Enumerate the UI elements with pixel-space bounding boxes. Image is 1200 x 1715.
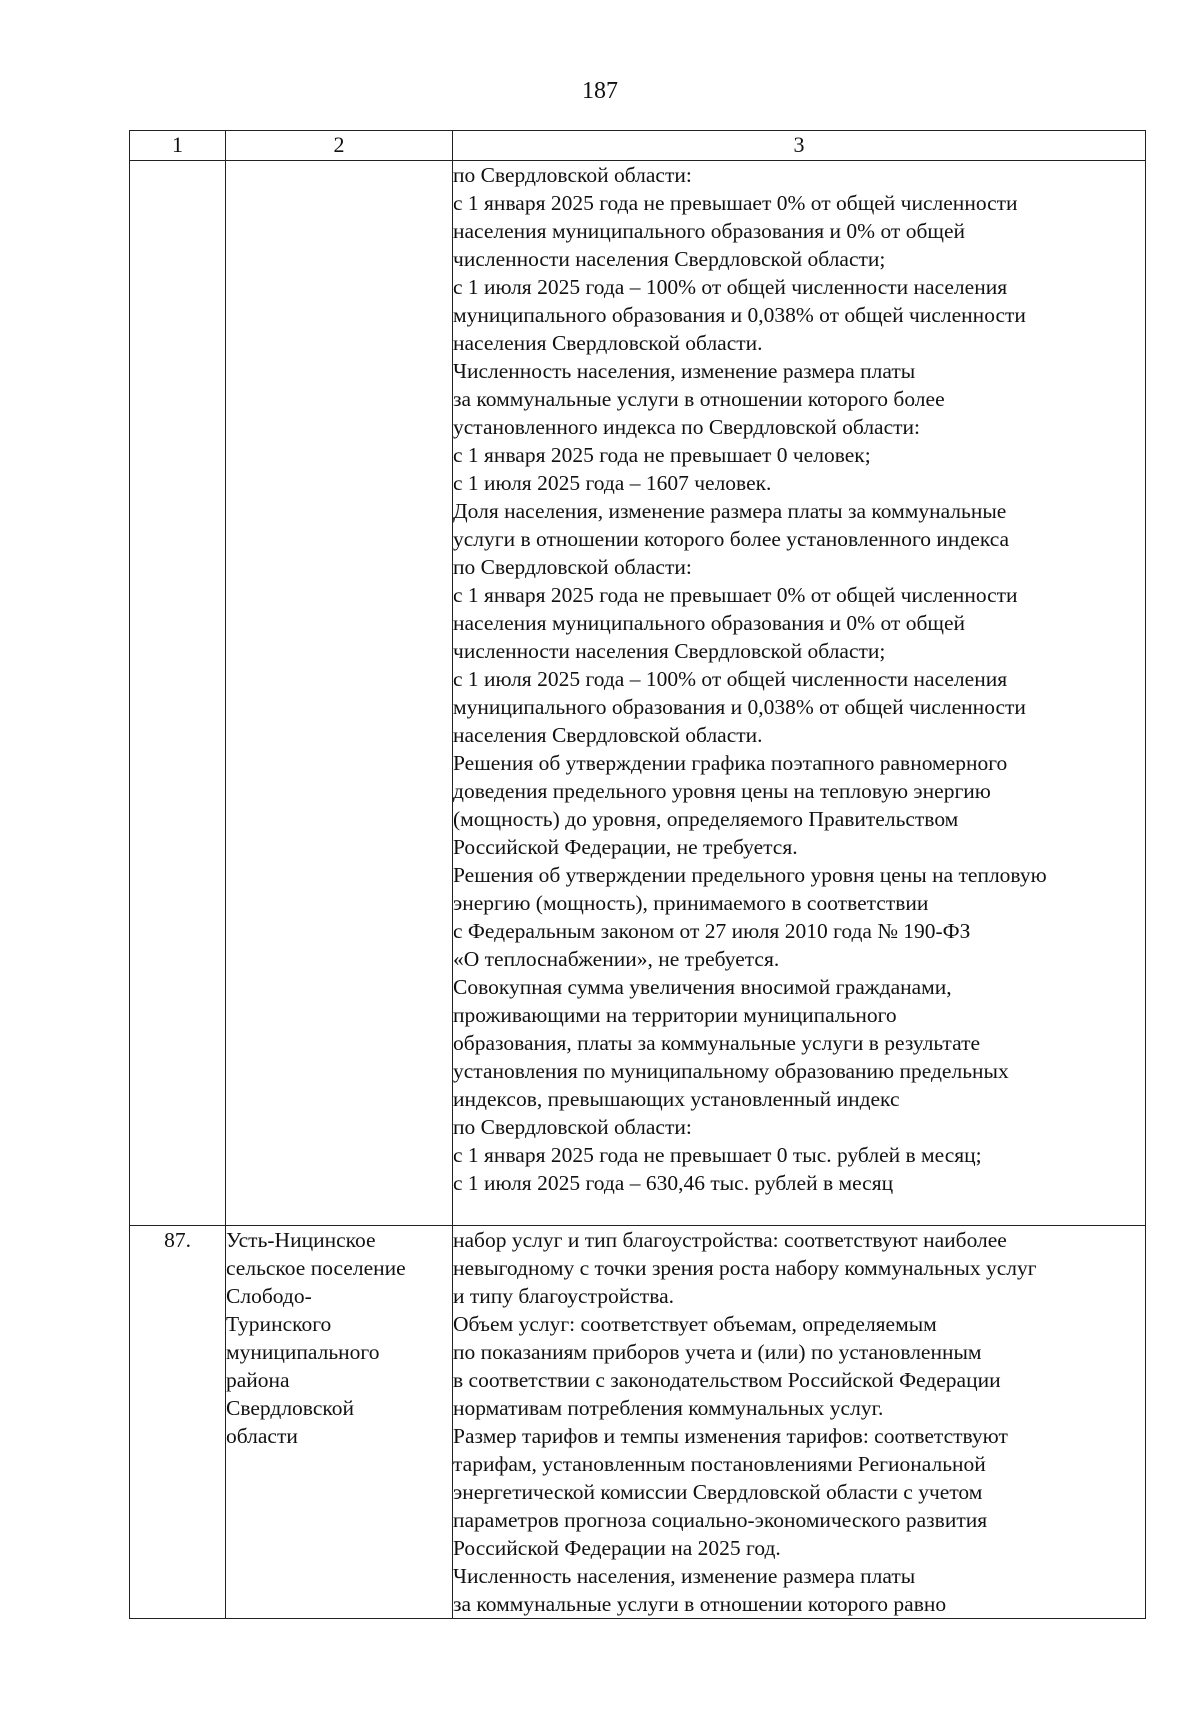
row-number-cell: 87. [130, 1226, 226, 1619]
text-line: Размер тарифов и темпы изменения тарифов: соответствуют [453, 1424, 1008, 1448]
page-number: 187 [582, 78, 618, 104]
text-line: энергию (мощность), принимаемого в соответствии [453, 891, 929, 915]
text-line: установленного индекса по Свердловской области: [453, 415, 921, 439]
text-line: образования, платы за коммунальные услуги в результате [453, 1031, 981, 1055]
text-line: с 1 июля 2025 года – 100% от общей численности населения [453, 667, 1008, 691]
text-line: по Свердловской области: [453, 555, 692, 579]
text-line: услуги в отношении которого более установленного индекса [453, 527, 1010, 551]
text-line: с Федеральным законом от 27 июля 2010 года № 190-ФЗ [453, 919, 971, 943]
text-line: муниципального [226, 1340, 380, 1364]
table-header-row [130, 131, 1146, 161]
text-line: по Свердловской области: [453, 1115, 692, 1139]
text-line: (мощность) до уровня, определяемого Правительством [453, 807, 959, 831]
text-line: с 1 июля 2025 года – 630,46 тыс. рублей в месяц [453, 1171, 894, 1195]
text-line: установления по муниципальному образованию предельных [453, 1059, 1009, 1083]
text-line: и типу благоустройства. [453, 1284, 674, 1308]
text-line: населения муниципального образования и 0% от общей [453, 611, 965, 635]
text-line: с 1 января 2025 года не превышает 0% от общей численности [453, 583, 1018, 607]
document-table [129, 130, 1146, 1619]
table-row-continuation [130, 161, 1146, 1226]
text-line: невыгодному с точки зрения роста набору коммунальных услуг [453, 1256, 1037, 1280]
text-line: Усть-Ницинское [226, 1228, 376, 1252]
text-line: за коммунальные услуги в отношении которого равно [453, 1592, 947, 1616]
text-line: населения муниципального образования и 0% от общей [453, 219, 965, 243]
text-line: индексов, превышающих установленный индекс [453, 1087, 900, 1111]
description-cell [453, 1226, 1146, 1619]
text-line: муниципального образования и 0,038% от общей численности [453, 303, 1026, 327]
row-number-cell [130, 161, 226, 1226]
municipality-name-cell [226, 161, 453, 1226]
text-line: с 1 января 2025 года не превышает 0 тыс. рублей в месяц; [453, 1143, 982, 1167]
text-line: с 1 января 2025 года не превышает 0 человек; [453, 443, 871, 467]
text-line: с 1 июля 2025 года – 1607 человек. [453, 471, 772, 495]
text-line: Объем услуг: соответствует объемам, определяемым [453, 1312, 937, 1336]
text-line: с 1 января 2025 года не превышает 0% от общей численности [453, 191, 1018, 215]
text-line: Туринского [226, 1312, 332, 1336]
text-line: по показаниям приборов учета и (или) по установленным [453, 1340, 982, 1364]
text-line: района [226, 1368, 290, 1392]
text-line: Решения об утверждении предельного уровня цены на тепловую [453, 863, 1047, 887]
text-line: населения Свердловской области. [453, 331, 763, 355]
text-line: населения Свердловской области. [453, 723, 763, 747]
text-line: Доля населения, изменение размера платы за коммунальные [453, 499, 1007, 523]
table-row-87 [130, 1226, 1146, 1619]
text-line: доведения предельного уровня цены на тепловую энергию [453, 779, 991, 803]
text-line: параметров прогноза социально-экономического развития [453, 1508, 988, 1532]
text-line: тарифам, установленным постановлениями Региональной [453, 1452, 986, 1476]
text-line: энергетической комиссии Свердловской области с учетом [453, 1480, 983, 1504]
text-line: муниципального образования и 0,038% от общей численности [453, 695, 1026, 719]
text-line: по Свердловской области: [453, 163, 692, 187]
text-line: за коммунальные услуги в отношении которого более [453, 387, 945, 411]
text-line: Слободо- [226, 1284, 312, 1308]
text-line: в соответствии с законодательством Российской Федерации [453, 1368, 1001, 1392]
text-line: проживающими на территории муниципального [453, 1003, 897, 1027]
text-line: Численность населения, изменение размера платы [453, 359, 916, 383]
text-line: численности населения Свердловской области; [453, 247, 886, 271]
column-header-3: 3 [453, 131, 1146, 161]
text-line: «О теплоснабжении», не требуется. [453, 947, 780, 971]
text-line: Совокупная сумма увеличения вносимой гражданами, [453, 975, 952, 999]
text-line: сельское поселение [226, 1256, 406, 1280]
text-line: численности населения Свердловской области; [453, 639, 886, 663]
text-line: Российской Федерации, не требуется. [453, 835, 798, 859]
text-line: набор услуг и тип благоустройства: соответствуют наиболее [453, 1228, 1007, 1252]
text-line: области [226, 1424, 298, 1448]
column-header-1: 1 [130, 131, 226, 161]
column-header-2: 2 [226, 131, 453, 161]
text-line: Численность населения, изменение размера платы [453, 1564, 916, 1588]
text-line: с 1 июля 2025 года – 100% от общей численности населения [453, 275, 1008, 299]
text-line: Решения об утверждении графика поэтапного равномерного [453, 751, 1008, 775]
municipality-name-cell [226, 1226, 453, 1619]
text-line: Российской Федерации на 2025 год. [453, 1536, 781, 1560]
description-cell [453, 161, 1146, 1226]
text-line: Свердловской [226, 1396, 354, 1420]
text-line: нормативам потребления коммунальных услуг. [453, 1396, 884, 1420]
